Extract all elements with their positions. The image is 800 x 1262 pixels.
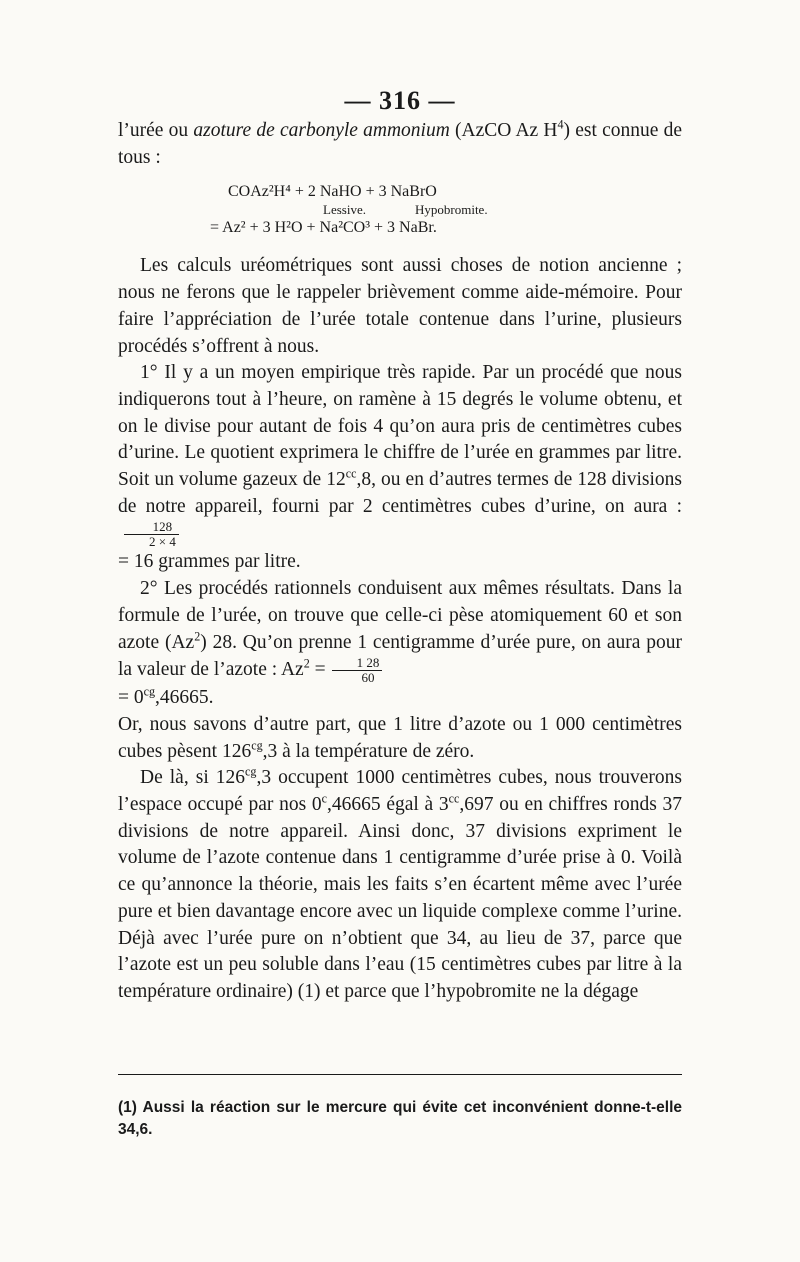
text-run: ,8, ou en d’autres termes de 128 divisions de notre appareil, fourni par 2 centimètres cubes d’urine, on aura : [118, 469, 682, 517]
text-run: = [309, 659, 326, 681]
page-number: — 316 — [344, 86, 456, 115]
paragraph-intro [118, 118, 682, 171]
text-run: (AzCO Az H [449, 120, 558, 141]
label-hypobromite: Hypobromite. [415, 202, 488, 218]
paragraph-6 [118, 765, 682, 1005]
body-text [118, 118, 682, 1006]
text-run: Or, nous savons d’autre part, que 1 litre d’azote ou 1 000 centimètres cubes pèsent 126 [118, 713, 682, 762]
superscript: 4 [557, 117, 564, 132]
text-run: ) 28. Qu’on prenne 1 centigramme d’urée pure, on aura pour la valeur de l’azote : Az [118, 631, 682, 681]
superscript: 2 [303, 656, 310, 671]
text-run: = 16 grammes par litre. [118, 551, 301, 573]
text-run: ,46665 égal à 3 [327, 794, 449, 816]
fraction-denominator: 60 [361, 670, 375, 686]
superscript: cg [245, 764, 257, 779]
label-lessive: Lessive. [323, 202, 366, 218]
text-run: ,3 à la température de zéro. [262, 740, 475, 762]
text-run: = 0 [118, 687, 144, 709]
fraction-denominator: 2 × 4 [149, 534, 176, 550]
text-run: 1° Il y a un moyen empirique très rapide. Par un procédé que nous indiquerons tout à l’heure, on ramène à 15 degrés le volume obtenu, et on le divise pour autant de fois 4 qu’on aura pris de centimètres cubes d’urine. Le quotient exprimera le chiffre de l’urée en grammes par litre. Soit un volume gazeux de 12 [118, 362, 682, 491]
superscript: cg [251, 738, 263, 753]
footnote: (1) Aussi la réaction sur le mercure qui évite cet inconvénient donne-t-elle 34,6. [118, 1099, 682, 1138]
equation-line-1: COAz²H⁴ + 2 NaHO + 3 NaBrO [228, 183, 437, 201]
text-run: De là, si 126 [140, 767, 246, 789]
paragraph-5 [118, 712, 682, 765]
superscript: cg [143, 684, 156, 699]
text-run: 2° Les procédés rationnels conduisent aux mêmes résultats. Dans la formule de l’urée, on trouve que celle-ci pèse atomiquement 60 et son azote (Az [118, 578, 682, 653]
fraction-numerator: 1 28 [332, 656, 383, 671]
footnote-rule [118, 1074, 682, 1075]
superscript: cc [448, 791, 460, 806]
superscript: cc [345, 466, 357, 481]
equation-labels [118, 203, 682, 217]
italic-term: azoture de carbonyle ammonium [193, 120, 450, 141]
text-run: ,697 ou en chiffres ronds 37 divisions de notre appareil. Ainsi donc, 37 divisions expriment le volume de l’azote contenue dans 1 centigramme d’urée prise à 0. Voilà ce qu’annonce la théorie, mais les faits s’en écartent même avec l’urée pure et bien davantage encore avec un liquide complexe comme l’urine. Déjà avec l’urée pure on n’obtient que 34, au lieu de 37, parce que l’azote est un peu soluble dans l’eau (15 centimètres cubes par litre à la température ordinaire) (1) et parce que l’hypobromite ne la dégage [118, 794, 682, 1002]
text-run: ) est connue de tous : [118, 120, 682, 168]
fraction [124, 520, 179, 549]
superscript: 2 [194, 629, 201, 644]
paragraph-2: Les calculs uréométriques sont aussi choses de notion ancienne ; nous ne ferons que le rappeler brièvement comme aide-mémoire. Pour faire l’appréciation de l’urée totale contenue dans l’urine, plusieurs procédés s’offrent à nous. [118, 255, 682, 357]
paragraph-3 [118, 360, 682, 576]
text-run: ,3 occupent 1000 centimètres cubes, nous trouverons l’espace occupé par nos 0 [118, 767, 682, 816]
superscript: c [321, 791, 328, 806]
text-run: ,46665. [155, 687, 214, 709]
fraction-numerator: 128 [124, 520, 179, 535]
text-run: l’urée ou [118, 120, 194, 141]
paragraph-4 [118, 576, 682, 712]
chemical-equation [118, 181, 682, 239]
equation-line-2: = Az² + 3 H²O + Na²CO³ + 3 NaBr. [210, 219, 437, 237]
fraction [332, 656, 383, 685]
